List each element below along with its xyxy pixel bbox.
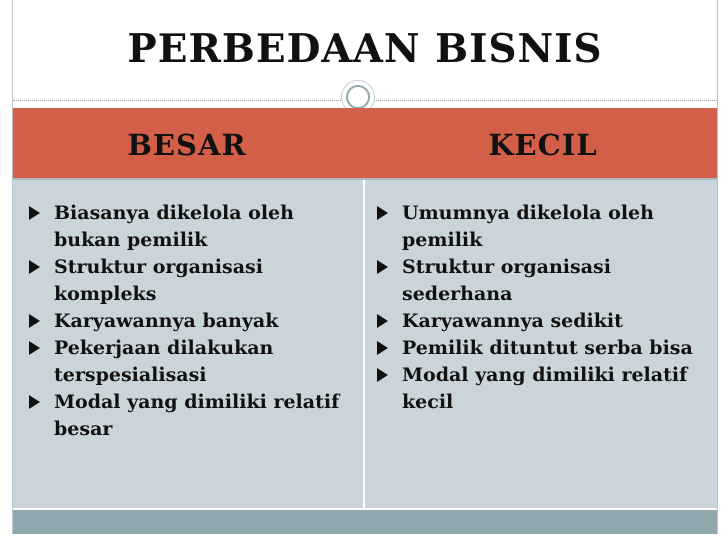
arrow-bullet-icon — [29, 314, 40, 328]
arrow-bullet-icon — [377, 314, 388, 328]
list-item-text: Karyawannya sedikit — [402, 310, 623, 332]
list-item — [389, 200, 717, 254]
list-item-text: Struktur organisasi sederhana — [402, 256, 611, 305]
list-item-text: Pekerjaan dilakukan terspesialisasi — [54, 337, 274, 386]
arrow-bullet-icon — [29, 206, 40, 220]
arrow-bullet-icon — [29, 260, 40, 274]
arrow-bullet-icon — [377, 368, 388, 382]
list-item — [41, 308, 363, 335]
list-item — [389, 335, 717, 362]
list-item — [41, 335, 363, 389]
arrow-bullet-icon — [29, 395, 40, 409]
list-item-text: Karyawannya banyak — [54, 310, 279, 332]
list-item — [41, 254, 363, 308]
column-kecil — [365, 180, 717, 508]
table-content-row — [13, 178, 717, 508]
list-kecil — [389, 200, 717, 416]
list-item — [41, 389, 363, 443]
arrow-bullet-icon — [377, 341, 388, 355]
table-header-row — [13, 108, 717, 178]
list-item-text: Biasanya dikelola oleh bukan pemilik — [54, 202, 294, 251]
arrow-bullet-icon — [377, 206, 388, 220]
list-item — [389, 308, 717, 335]
ring-icon — [346, 85, 370, 109]
header-kecil: KECIL — [488, 128, 598, 162]
list-item — [389, 362, 717, 416]
arrow-bullet-icon — [377, 260, 388, 274]
list-besar — [41, 200, 363, 443]
list-item — [389, 254, 717, 308]
header-besar: BESAR — [127, 128, 247, 162]
list-item-text: Modal yang dimiliki relatif besar — [54, 391, 340, 440]
list-item-text: Struktur organisasi kompleks — [54, 256, 263, 305]
list-item-text: Umumnya dikelola oleh pemilik — [402, 202, 654, 251]
slide-title: PERBEDAAN BISNIS — [127, 26, 603, 72]
list-item — [41, 200, 363, 254]
list-item-text: Modal yang dimiliki relatif kecil — [402, 364, 688, 413]
footer-bar — [13, 510, 717, 534]
arrow-bullet-icon — [29, 341, 40, 355]
column-besar — [13, 180, 365, 508]
list-item-text: Pemilik dituntut serba bisa — [402, 337, 693, 359]
